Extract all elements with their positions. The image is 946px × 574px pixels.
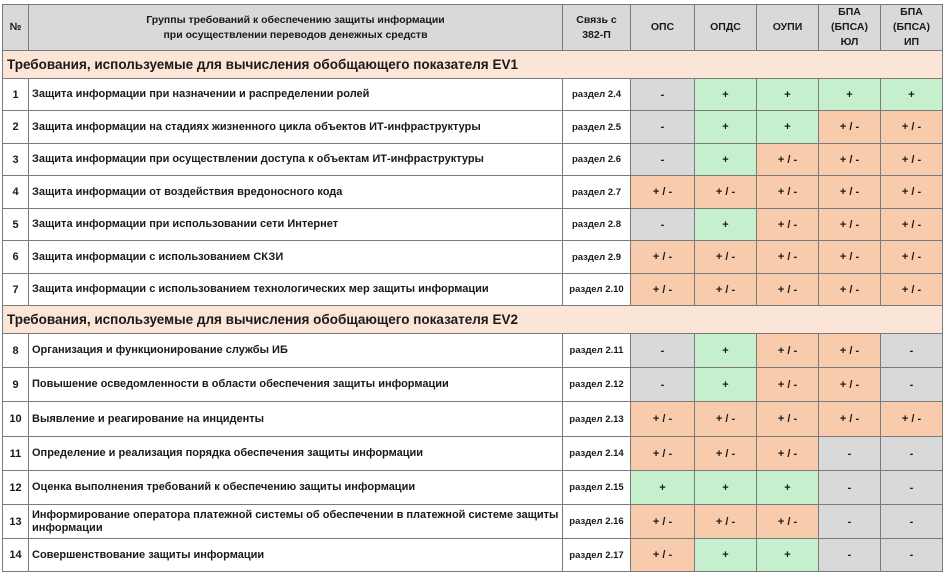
table-row	[3, 437, 943, 471]
value-cell-bpa-ip: + / -	[881, 111, 943, 144]
value-cell-bpa-yul: -	[819, 505, 881, 539]
requirement-name: Оценка выполнения требований к обеспечению защиты информации	[29, 471, 563, 505]
section-reference: раздел 2.13	[563, 402, 631, 437]
value-cell-bpa-yul: + / -	[819, 402, 881, 437]
value-cell-oupi: +	[757, 79, 819, 111]
requirement-name: Защита информации на стадиях жизненного цикла объектов ИТ-инфраструктуры	[29, 111, 563, 144]
value-cell-bpa-ip: + / -	[881, 241, 943, 274]
requirement-name: Защита информации при назначении и распределении ролей	[29, 79, 563, 111]
table-row	[3, 539, 943, 572]
value-cell-ops: + / -	[631, 539, 695, 572]
value-cell-bpa-yul: + / -	[819, 334, 881, 368]
value-cell-opds: +	[695, 471, 757, 505]
value-cell-bpa-ip: -	[881, 505, 943, 539]
requirement-name: Информирование оператора платежной системы об обеспечении в платежной системе защиты информации	[29, 505, 563, 539]
table-row	[3, 176, 943, 209]
value-cell-oupi: + / -	[757, 241, 819, 274]
requirement-name: Повышение осведомленности в области обеспечения защиты информации	[29, 368, 563, 402]
value-cell-ops: -	[631, 144, 695, 176]
row-number: 10	[3, 402, 29, 437]
header-groups-line2: при осуществлении переводов денежных средств	[163, 28, 428, 41]
value-cell-bpa-ip: + / -	[881, 144, 943, 176]
value-cell-opds: +	[695, 368, 757, 402]
value-cell-oupi: + / -	[757, 144, 819, 176]
header-link-line2: 382-П	[582, 28, 611, 41]
row-number: 12	[3, 471, 29, 505]
section-reference: раздел 2.17	[563, 539, 631, 572]
requirement-name: Определение и реализация порядка обеспечения защиты информации	[29, 437, 563, 471]
value-cell-bpa-ip: + / -	[881, 274, 943, 306]
value-cell-bpa-ip: -	[881, 334, 943, 368]
value-cell-oupi: + / -	[757, 209, 819, 241]
section-reference: раздел 2.12	[563, 368, 631, 402]
value-cell-opds: + / -	[695, 402, 757, 437]
value-cell-ops: +	[631, 471, 695, 505]
value-cell-bpa-yul: + / -	[819, 176, 881, 209]
table-row	[3, 368, 943, 402]
requirement-name: Организация и функционирование службы ИБ	[29, 334, 563, 368]
requirement-name: Защита информации при использовании сети Интернет	[29, 209, 563, 241]
section-reference: раздел 2.8	[563, 209, 631, 241]
value-cell-ops: -	[631, 334, 695, 368]
row-number: 5	[3, 209, 29, 241]
section-reference: раздел 2.9	[563, 241, 631, 274]
section-reference: раздел 2.10	[563, 274, 631, 306]
row-number: 8	[3, 334, 29, 368]
value-cell-ops: -	[631, 368, 695, 402]
row-number: 6	[3, 241, 29, 274]
value-cell-opds: +	[695, 144, 757, 176]
value-cell-oupi: +	[757, 471, 819, 505]
header-bpa-ip	[881, 5, 943, 51]
table-row	[3, 209, 943, 241]
requirements-table	[2, 4, 943, 572]
value-cell-opds: +	[695, 334, 757, 368]
table-row	[3, 144, 943, 176]
header-bpa-yul	[819, 5, 881, 51]
header-ops: ОПС	[631, 5, 695, 51]
header-oupi: ОУПИ	[757, 5, 819, 51]
section-reference: раздел 2.4	[563, 79, 631, 111]
value-cell-bpa-ip: -	[881, 437, 943, 471]
value-cell-opds: +	[695, 79, 757, 111]
table-row	[3, 334, 943, 368]
value-cell-opds: + / -	[695, 437, 757, 471]
value-cell-bpa-yul: + / -	[819, 368, 881, 402]
section-reference: раздел 2.16	[563, 505, 631, 539]
value-cell-oupi: +	[757, 111, 819, 144]
value-cell-opds: + / -	[695, 241, 757, 274]
table-row	[3, 111, 943, 144]
value-cell-bpa-ip: -	[881, 471, 943, 505]
row-number: 13	[3, 505, 29, 539]
header-link-line1: Связь с	[576, 13, 617, 26]
requirement-name: Защита информации при осуществлении доступа к объектам ИТ-инфраструктуры	[29, 144, 563, 176]
header-bpa-ip-line2: ИП	[903, 36, 920, 48]
section-row	[3, 306, 943, 334]
section-reference: раздел 2.11	[563, 334, 631, 368]
value-cell-oupi: + / -	[757, 505, 819, 539]
value-cell-oupi: + / -	[757, 334, 819, 368]
value-cell-bpa-ip: +	[881, 79, 943, 111]
requirement-name: Выявление и реагирование на инциденты	[29, 402, 563, 437]
row-number: 11	[3, 437, 29, 471]
value-cell-opds: +	[695, 111, 757, 144]
value-cell-oupi: + / -	[757, 437, 819, 471]
value-cell-bpa-yul: -	[819, 437, 881, 471]
value-cell-bpa-yul: + / -	[819, 144, 881, 176]
row-number: 3	[3, 144, 29, 176]
header-groups-line1: Группы требований к обеспечению защиты информации	[146, 13, 445, 26]
value-cell-opds: +	[695, 539, 757, 572]
table-row	[3, 505, 943, 539]
header-bpa-yul-line1: БПА (БПСА)	[831, 6, 868, 33]
header-opds: ОПДС	[695, 5, 757, 51]
value-cell-ops: + / -	[631, 176, 695, 209]
requirement-name: Защита информации с использованием СКЗИ	[29, 241, 563, 274]
value-cell-ops: + / -	[631, 241, 695, 274]
value-cell-bpa-ip: + / -	[881, 402, 943, 437]
value-cell-oupi: + / -	[757, 402, 819, 437]
header-row	[3, 5, 943, 51]
section-reference: раздел 2.5	[563, 111, 631, 144]
value-cell-opds: + / -	[695, 176, 757, 209]
value-cell-opds: +	[695, 209, 757, 241]
section-title: Требования, используемые для вычисления обобщающего показателя EV1	[3, 51, 943, 79]
value-cell-ops: -	[631, 111, 695, 144]
value-cell-opds: + / -	[695, 505, 757, 539]
requirement-name: Совершенствование защиты информации	[29, 539, 563, 572]
value-cell-ops: + / -	[631, 402, 695, 437]
value-cell-oupi: + / -	[757, 274, 819, 306]
value-cell-oupi: +	[757, 539, 819, 572]
requirement-name: Защита информации от воздействия вредоносного кода	[29, 176, 563, 209]
value-cell-bpa-ip: + / -	[881, 176, 943, 209]
value-cell-ops: + / -	[631, 274, 695, 306]
section-reference: раздел 2.14	[563, 437, 631, 471]
value-cell-bpa-ip: + / -	[881, 209, 943, 241]
requirement-name: Защита информации с использованием технологических мер защиты информации	[29, 274, 563, 306]
row-number: 7	[3, 274, 29, 306]
value-cell-bpa-yul: -	[819, 471, 881, 505]
table-body	[3, 51, 943, 572]
table-row	[3, 79, 943, 111]
header-link	[563, 5, 631, 51]
value-cell-bpa-yul: + / -	[819, 111, 881, 144]
table-row	[3, 402, 943, 437]
value-cell-bpa-yul: + / -	[819, 241, 881, 274]
section-row	[3, 51, 943, 79]
value-cell-bpa-ip: -	[881, 368, 943, 402]
header-groups	[29, 5, 563, 51]
section-reference: раздел 2.6	[563, 144, 631, 176]
row-number: 2	[3, 111, 29, 144]
row-number: 4	[3, 176, 29, 209]
value-cell-ops: -	[631, 79, 695, 111]
header-bpa-ip-line1: БПА (БПСА)	[893, 6, 930, 33]
value-cell-ops: -	[631, 209, 695, 241]
row-number: 9	[3, 368, 29, 402]
value-cell-opds: + / -	[695, 274, 757, 306]
table-row	[3, 274, 943, 306]
section-reference: раздел 2.7	[563, 176, 631, 209]
table-row	[3, 241, 943, 274]
value-cell-oupi: + / -	[757, 176, 819, 209]
row-number: 1	[3, 79, 29, 111]
header-bpa-yul-line2: ЮЛ	[840, 36, 859, 48]
value-cell-ops: + / -	[631, 505, 695, 539]
section-title: Требования, используемые для вычисления обобщающего показателя EV2	[3, 306, 943, 334]
section-reference: раздел 2.15	[563, 471, 631, 505]
value-cell-bpa-yul: + / -	[819, 274, 881, 306]
value-cell-oupi: + / -	[757, 368, 819, 402]
table-row	[3, 471, 943, 505]
value-cell-bpa-yul: +	[819, 79, 881, 111]
value-cell-ops: + / -	[631, 437, 695, 471]
header-num: №	[3, 5, 29, 51]
value-cell-bpa-yul: -	[819, 539, 881, 572]
value-cell-bpa-ip: -	[881, 539, 943, 572]
value-cell-bpa-yul: + / -	[819, 209, 881, 241]
row-number: 14	[3, 539, 29, 572]
